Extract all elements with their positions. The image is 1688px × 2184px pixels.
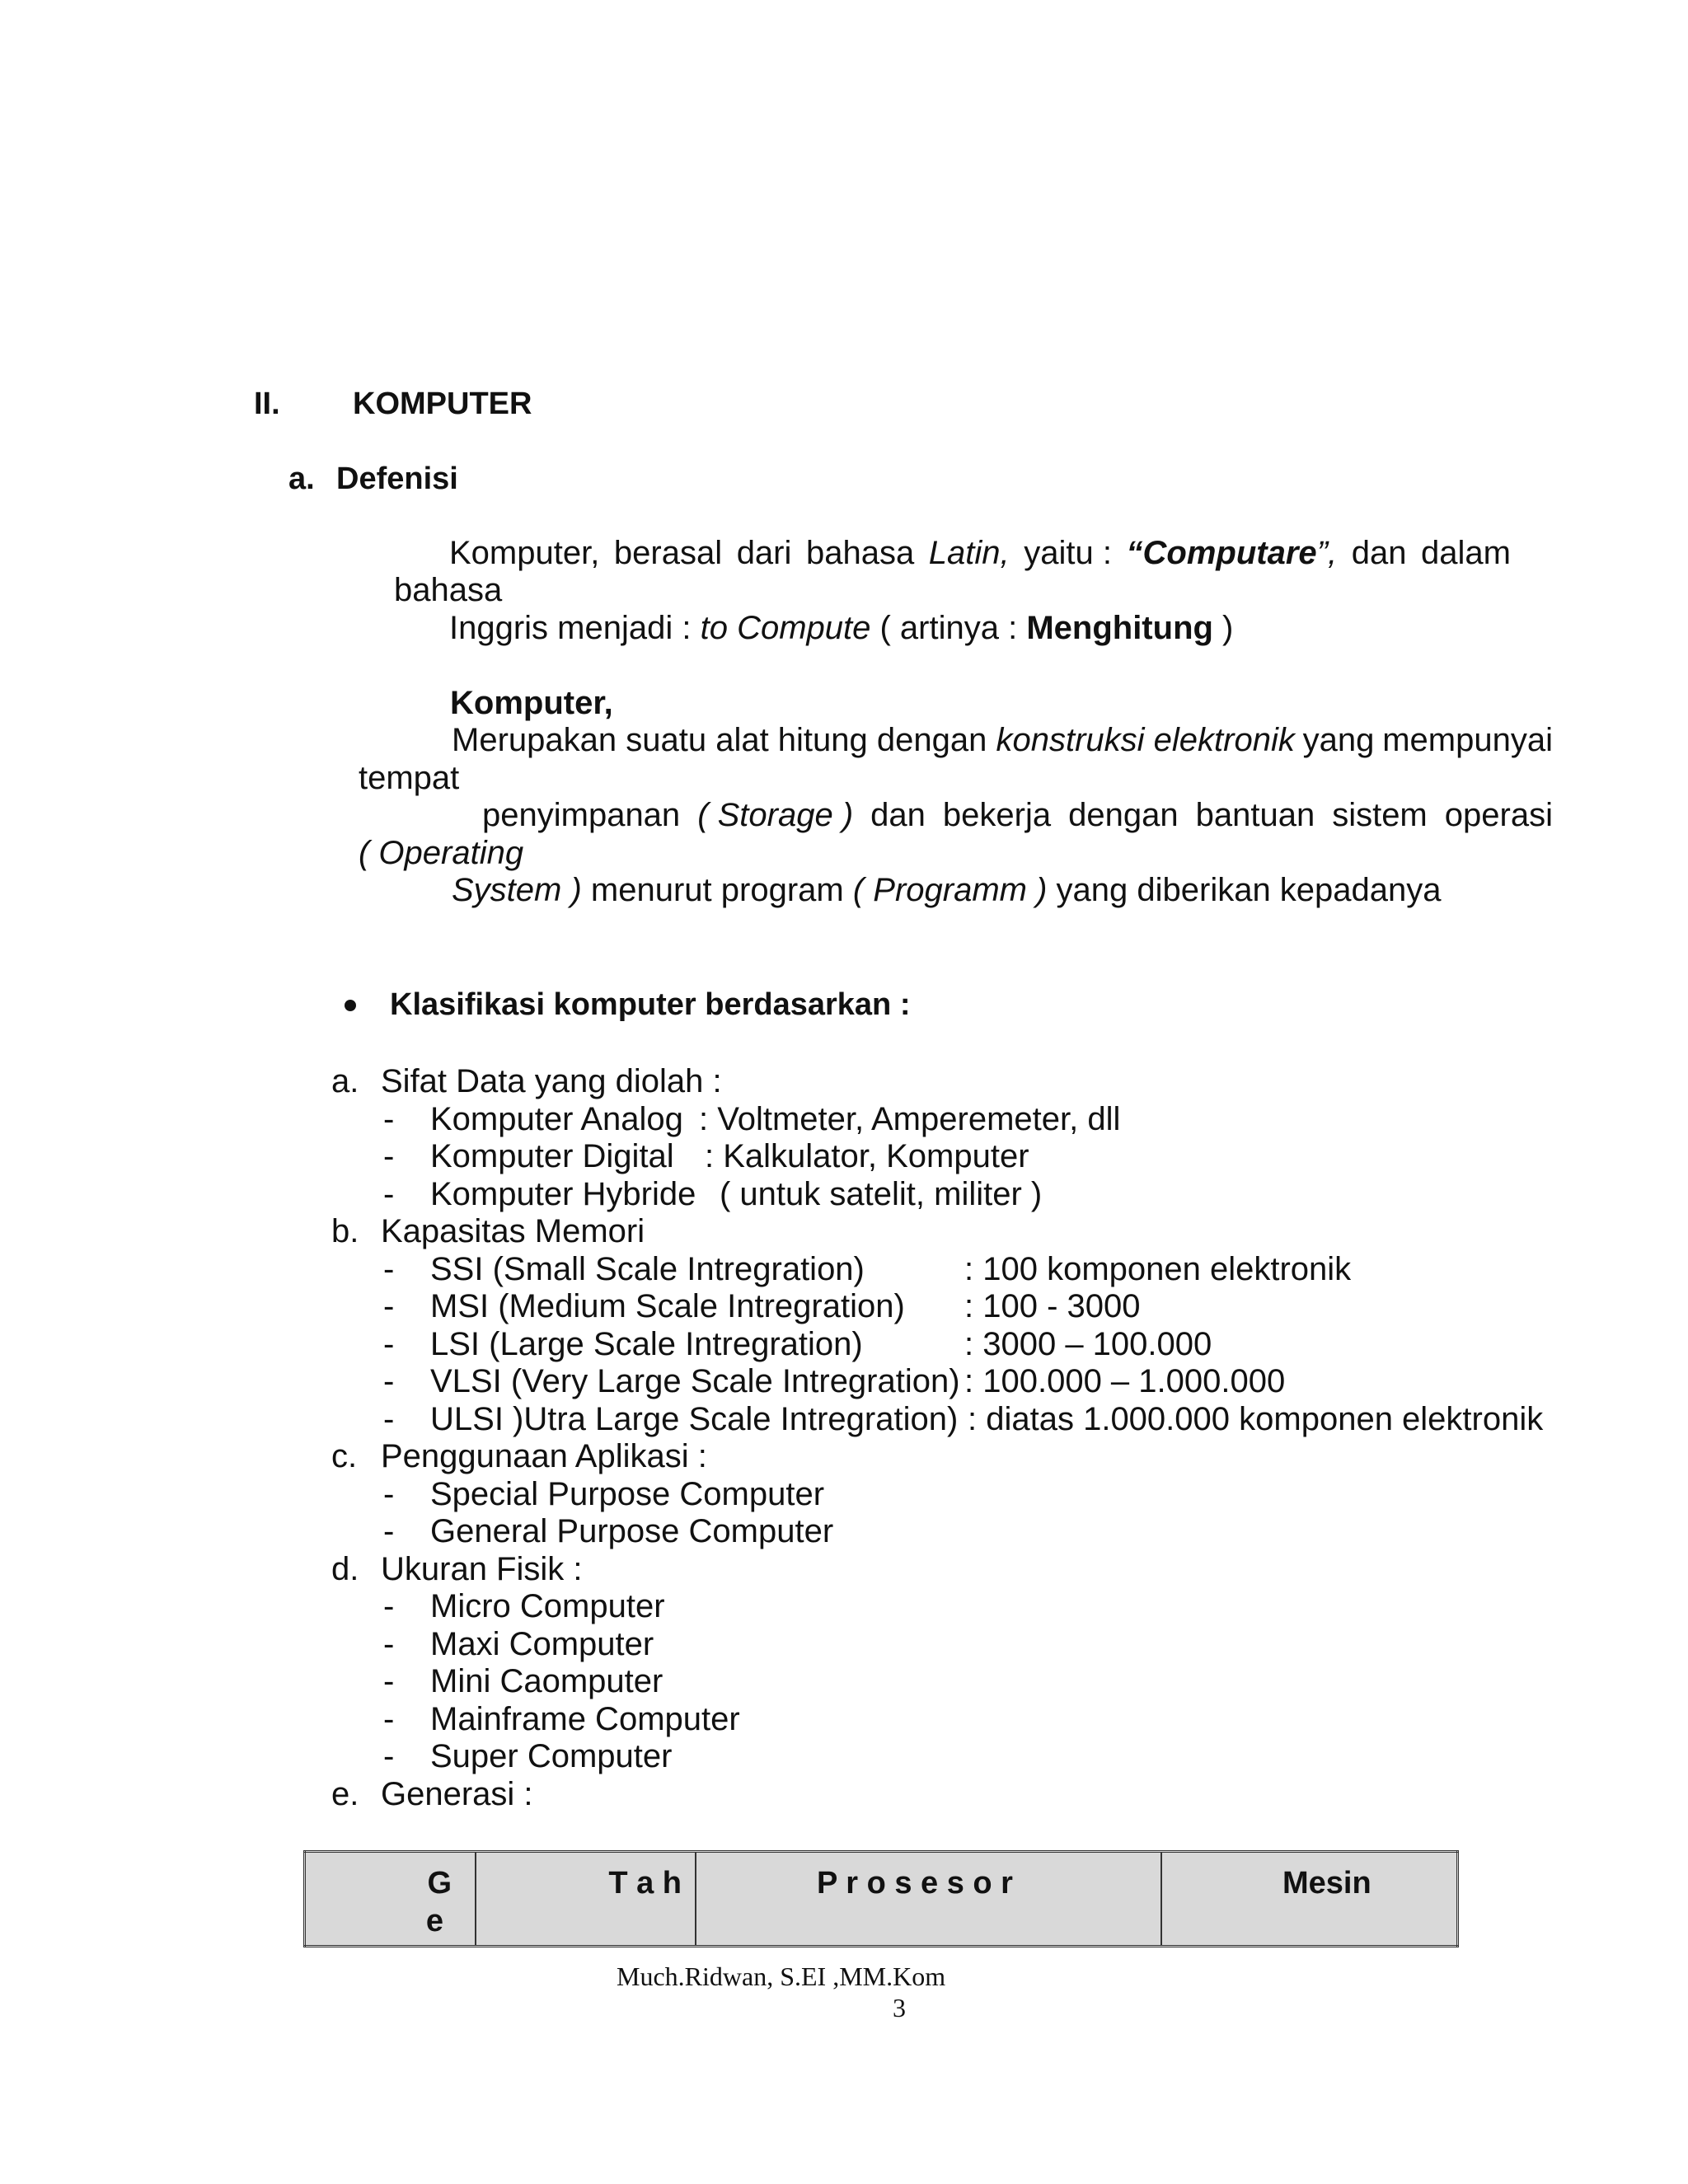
header-cell-mesin bbox=[1161, 1852, 1458, 1947]
dash: - bbox=[383, 1288, 395, 1324]
list-item-value: : Voltmeter, Amperemeter, dll bbox=[699, 1101, 1121, 1137]
list-item-name: Komputer Analog bbox=[430, 1101, 683, 1137]
subsection-title: Defenisi bbox=[336, 462, 458, 496]
list-item-value: : Kalkulator, Komputer bbox=[705, 1138, 1029, 1174]
list-item-name: General Purpose Computer bbox=[430, 1513, 834, 1549]
section-number: II. bbox=[254, 387, 280, 421]
list-item-name: SSI (Small Scale Intregration) bbox=[430, 1251, 865, 1287]
list-item-value: : 100 komponen elektronik bbox=[964, 1251, 1352, 1287]
generation-table bbox=[303, 1850, 1459, 1947]
group-e-marker: e. bbox=[331, 1776, 359, 1812]
klasifikasi-heading: Klasifikasi komputer berdasarkan : bbox=[390, 987, 911, 1022]
group-a-title: Sifat Data yang diolah : bbox=[381, 1063, 722, 1099]
dash: - bbox=[383, 1663, 395, 1699]
group-a-marker: a. bbox=[331, 1063, 359, 1099]
header-gen-line-2: e bbox=[425, 1904, 443, 1938]
komputer-line-3: System ) menurut program ( Programm ) yang diberikan kepadanya bbox=[452, 872, 1442, 908]
dash: - bbox=[383, 1626, 395, 1662]
list-item-value: ( untuk satelit, militer ) bbox=[720, 1176, 1043, 1212]
list-item-name: Mini Caomputer bbox=[430, 1663, 663, 1699]
list-item-value: : diatas 1.000.000 komponen elektronik bbox=[968, 1401, 1544, 1437]
header-cell-generasi bbox=[305, 1852, 476, 1947]
group-c-marker: c. bbox=[331, 1438, 358, 1474]
header-cell-prosesor bbox=[696, 1852, 1161, 1947]
group-d-title: Ukuran Fisik : bbox=[381, 1551, 583, 1587]
komputer-line-2: penyimpanan ( Storage ) dan bekerja dengan bantuan sistem operasi bbox=[482, 797, 1553, 833]
bullet-icon bbox=[345, 1000, 356, 1011]
dash: - bbox=[383, 1738, 395, 1774]
header-prosesor: P r o s e s o r bbox=[817, 1866, 1013, 1900]
list-item-name: Maxi Computer bbox=[430, 1626, 654, 1662]
dash: - bbox=[383, 1588, 395, 1624]
list-item-name: LSI (Large Scale Intregration) bbox=[430, 1326, 863, 1362]
komputer-line-2b: ( Operating bbox=[359, 835, 524, 871]
dash: - bbox=[383, 1701, 395, 1737]
section-title: KOMPUTER bbox=[353, 387, 532, 421]
group-e-title: Generasi : bbox=[381, 1776, 533, 1812]
list-item-value: : 3000 – 100.000 bbox=[964, 1326, 1212, 1362]
header-mesin: Mesin bbox=[1282, 1866, 1372, 1900]
list-item-name: Special Purpose Computer bbox=[430, 1476, 825, 1512]
group-b-title: Kapasitas Memori bbox=[381, 1213, 645, 1249]
komputer-heading: Komputer, bbox=[450, 685, 613, 721]
dash: - bbox=[383, 1101, 395, 1137]
dash: - bbox=[383, 1363, 395, 1399]
group-b-marker: b. bbox=[331, 1213, 359, 1249]
list-item-name: Komputer Digital bbox=[430, 1138, 674, 1174]
dash: - bbox=[383, 1176, 395, 1212]
list-item-name: MSI (Medium Scale Intregration) bbox=[430, 1288, 905, 1324]
komputer-line-1b: tempat bbox=[359, 760, 460, 796]
definition-line-1b: bahasa bbox=[394, 572, 503, 608]
dash: - bbox=[383, 1326, 395, 1362]
header-tahun: T a h bbox=[608, 1866, 682, 1900]
dash: - bbox=[383, 1251, 395, 1287]
komputer-line-1: Merupakan suatu alat hitung dengan konstruksi elektronik yang mempunyai bbox=[452, 722, 1553, 758]
header-gen-line-1: G bbox=[427, 1866, 452, 1900]
list-item-name: Komputer Hybride bbox=[430, 1176, 696, 1212]
list-item-value: : 100 - 3000 bbox=[964, 1288, 1141, 1324]
dash: - bbox=[383, 1476, 395, 1512]
list-item-name: Mainframe Computer bbox=[430, 1701, 740, 1737]
table-header-row bbox=[305, 1852, 1458, 1947]
definition-line-1: Komputer, berasal dari bahasa Latin, yaitu : “Computare”, dan dalam bbox=[449, 535, 1511, 571]
header-cell-tahun bbox=[476, 1852, 696, 1947]
dash: - bbox=[383, 1401, 395, 1437]
page-number: 3 bbox=[893, 1993, 906, 2022]
list-item-value: : 100.000 – 1.000.000 bbox=[964, 1363, 1286, 1399]
list-item-name: ULSI )Utra Large Scale Intregration) bbox=[430, 1401, 959, 1437]
group-c-title: Penggunaan Aplikasi : bbox=[381, 1438, 707, 1474]
list-item-name: Micro Computer bbox=[430, 1588, 665, 1624]
dash: - bbox=[383, 1138, 395, 1174]
footer-author: Much.Ridwan, S.EI ,MM.Kom bbox=[617, 1961, 946, 1991]
dash: - bbox=[383, 1513, 395, 1549]
list-item-name: VLSI (Very Large Scale Intregration) bbox=[430, 1363, 960, 1399]
list-item-name: Super Computer bbox=[430, 1738, 673, 1774]
definition-line-2: Inggris menjadi : to Compute ( artinya : Menghitung ) bbox=[449, 610, 1234, 646]
subsection-label: a. bbox=[288, 462, 315, 496]
group-d-marker: d. bbox=[331, 1551, 359, 1587]
